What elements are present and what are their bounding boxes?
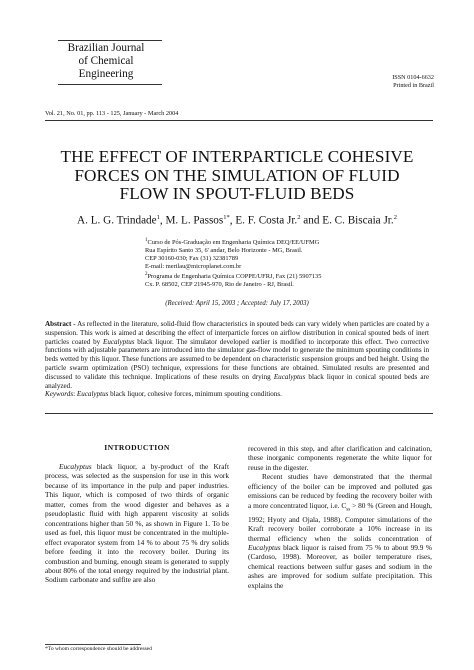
- author-1: A. L. G. Trindade: [77, 214, 157, 227]
- abstract: Abstract - As reflected in the literature, solid-fluid flow characteristics in spouted beds can vary widely when particles are coated by a suspension. This work is aimed at describing the effect of interparticle forces on airflow distribution in conical spouted beds of inert particles coated by Eucalyptus black liquor. The simulator developed earlier is modified to incorporate this effect. Two corrective functions with adjustable parameters are introduced into the simulator gas-flow model to generate the minimum spouting conditions in beds wetted by this liquor. These functions are assumed to be dependent on characteristic suspension groups and bed height. Using the particle swarm optimization (PSO) technique, expressions for these functions are obtained. Simulated results are presented and discussed to validate this technique. Implications of these results on drying Eucalyptus black liquor in conical spouted beds are analyzed. Keywords: Eucalyptus black liquor, cohesive forces, minimum spouting conditions.: [45, 320, 430, 399]
- header-divider: [45, 120, 433, 121]
- keywords-label: Keywords: [45, 390, 74, 399]
- body-column-right: recovered in this step, and after clarification and calcination, these inorganic components regenerate the white liquor for reuse in the digester. Recent studies have demonstrated that the thermal efficiency of the boiler can be improved and polluted gas emissions can be reduced by feeding the recovery boiler with a more concentrated liquor, i.e. $C_{ss} > 80$ % (Green and Hough, 1992; Hyoty and Ojala, 1988). Computer simulations of the Kraft recovery boiler corroborate a 10% increase in its thermal efficiency when the solids concentration of Eucalyptus black liquor is raised from 75 % to about 99.9 % (Cardoso, 1998). Moreover, as boiler temperature rises, chemical reactions between sulfur gases and sodium in the ashes are improved for sodium sulfate precipitation. This explains the: [248, 444, 432, 590]
- journal-top-rule: [58, 40, 162, 41]
- citation-line: Vol. 21, No. 01, pp. 113 - 125, January - March 2004: [45, 110, 179, 117]
- footnote-rule: [45, 644, 141, 645]
- author-3: E. F. Costa Jr.: [235, 214, 298, 227]
- affiliations: $^1$Curso de Pós-Graduação em Engenharia Química DEQ/EE/UFMG Rua Espírito Santo 35, 6' andar, Belo Horizonte - MG, Brasil. CEP 30160-030; Fax (31) 32381789 E-mail: merilau@microplanet.com.br $^2$Programa de Engenharia Química COPPE/UFRJ, Fax (21) 5907135 Cx. P. 68502, CEP 21945-970, Rio de Janeiro - RJ, Brasil.: [145, 238, 322, 288]
- journal-name: Brazilian Journal of Chemical Engineering: [67, 42, 145, 80]
- abstract-divider: [45, 413, 433, 414]
- section-heading-introduction: INTRODUCTION: [104, 443, 170, 452]
- body-column-left: Eucalyptus black liquor, a by-product of the Kraft process, was selected as the suspension for use in this work because of its importance in the pulp and paper industries. This liquor, which is composed of two thirds of organic matter, comes from the wood digester and behaves as a pseudoplastic fluid with high apparent viscosity at solids concentrations higher than 50 %, as shown in Figure 1. To be used as fuel, this liquor must be concentrated in the multiple-effect evaporator system from 14 % to about 75 % dry solids before feeding it into the recovery boiler. During its combustion and burning, enough steam is generated to supply about 80% of the total energy required by the industrial plant. Sodium carbonate and sulfite are also: [45, 462, 229, 585]
- author-4: E. C. Biscaia Jr.: [322, 214, 394, 227]
- author-list: A. L. G. Trindade$^1$, M. L. Passos$^{1*}$, E. F. Costa Jr.$^2$ and E. C. Biscaia Jr.$^2$: [77, 214, 397, 227]
- paper-title: THE EFFECT OF INTERPARTICLE COHESIVE FORCES ON THE SIMULATION OF FLUID FLOW IN SPOUT-FLUID BEDS: [60, 147, 414, 204]
- footnote: *To whom correspondence should be addressed: [45, 646, 152, 652]
- author-2: M. L. Passos: [165, 214, 224, 227]
- received-dates: (Received: April 15, 2003 ; Accepted: July 17, 2003): [165, 300, 309, 307]
- journal-bottom-rule: [58, 84, 162, 85]
- issn-block: ISSN 0104-6632 Printed in Brazil: [392, 74, 434, 89]
